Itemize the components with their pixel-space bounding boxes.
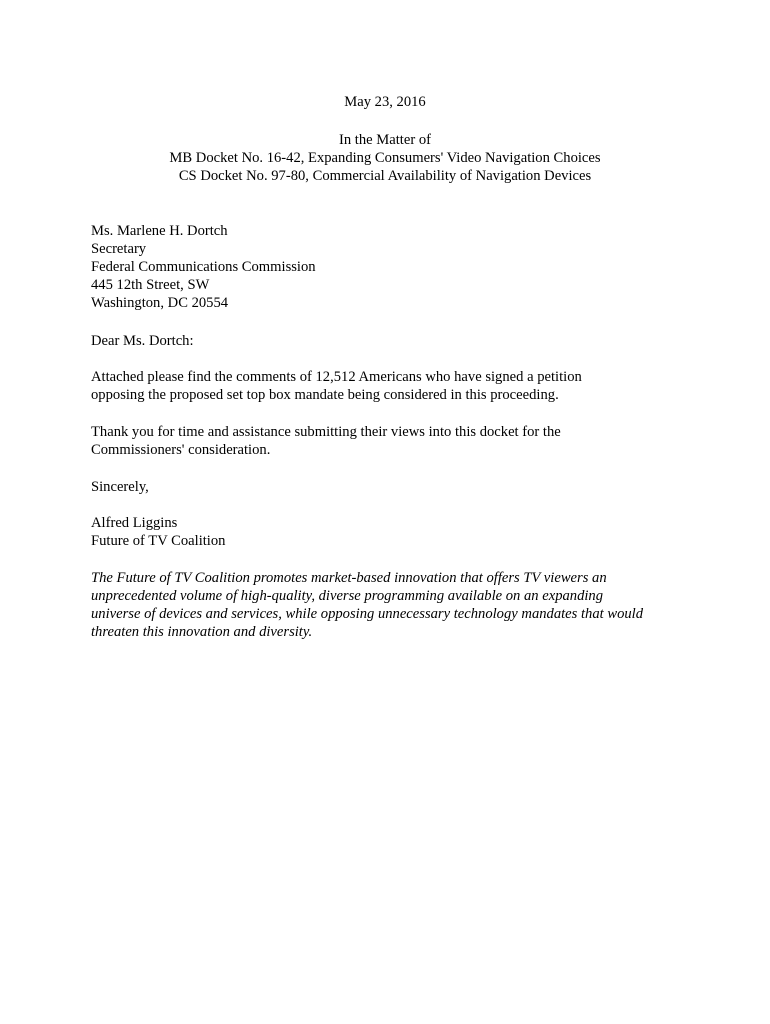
closing: [91, 478, 691, 496]
mission-line: threaten this innovation and diversity.: [91, 624, 313, 640]
recipient-address: [91, 222, 691, 312]
salutation-text: Dear Ms. Dortch:: [91, 333, 194, 349]
closing-text: Sincerely,: [91, 479, 149, 495]
mission-line: unprecedented volume of high-quality, diverse programming available on an expanding: [91, 588, 604, 604]
paragraph-line: Thank you for time and assistance submitting their views into this docket for the: [91, 424, 561, 440]
letter-date: May 23, 2016: [344, 94, 426, 110]
docket-line: MB Docket No. 16-42, Expanding Consumers' Video Navigation Choices: [169, 150, 601, 166]
mission-line: universe of devices and services, while opposing unnecessary technology mandates that would: [91, 606, 644, 622]
signer-name: Alfred Liggins: [91, 515, 178, 531]
salutation: [91, 332, 691, 350]
matter-heading: In the Matter of: [339, 132, 431, 148]
mission-statement: [91, 569, 691, 641]
paragraph-line: opposing the proposed set top box mandate being considered in this proceeding.: [91, 387, 559, 403]
signature-block: [91, 514, 691, 550]
mission-line: The Future of TV Coalition promotes market-based innovation that offers TV viewers an: [91, 570, 607, 586]
recipient-city: Washington, DC 20554: [91, 295, 229, 311]
recipient-title: Secretary: [91, 241, 147, 257]
paragraph-line: Commissioners' consideration.: [91, 442, 271, 458]
paragraph-line: Attached please find the comments of 12,512 Americans who have signed a petition: [91, 369, 582, 385]
recipient-street: 445 12th Street, SW: [91, 277, 210, 293]
recipient-name: Ms. Marlene H. Dortch: [91, 223, 228, 239]
docket-line: CS Docket No. 97-80, Commercial Availability of Navigation Devices: [178, 168, 592, 184]
recipient-organization: Federal Communications Commission: [91, 259, 316, 275]
matter-block: [0, 131, 770, 185]
body-paragraph-1: [91, 368, 691, 404]
body-paragraph-2: [91, 423, 691, 459]
signer-organization: Future of TV Coalition: [91, 533, 226, 549]
